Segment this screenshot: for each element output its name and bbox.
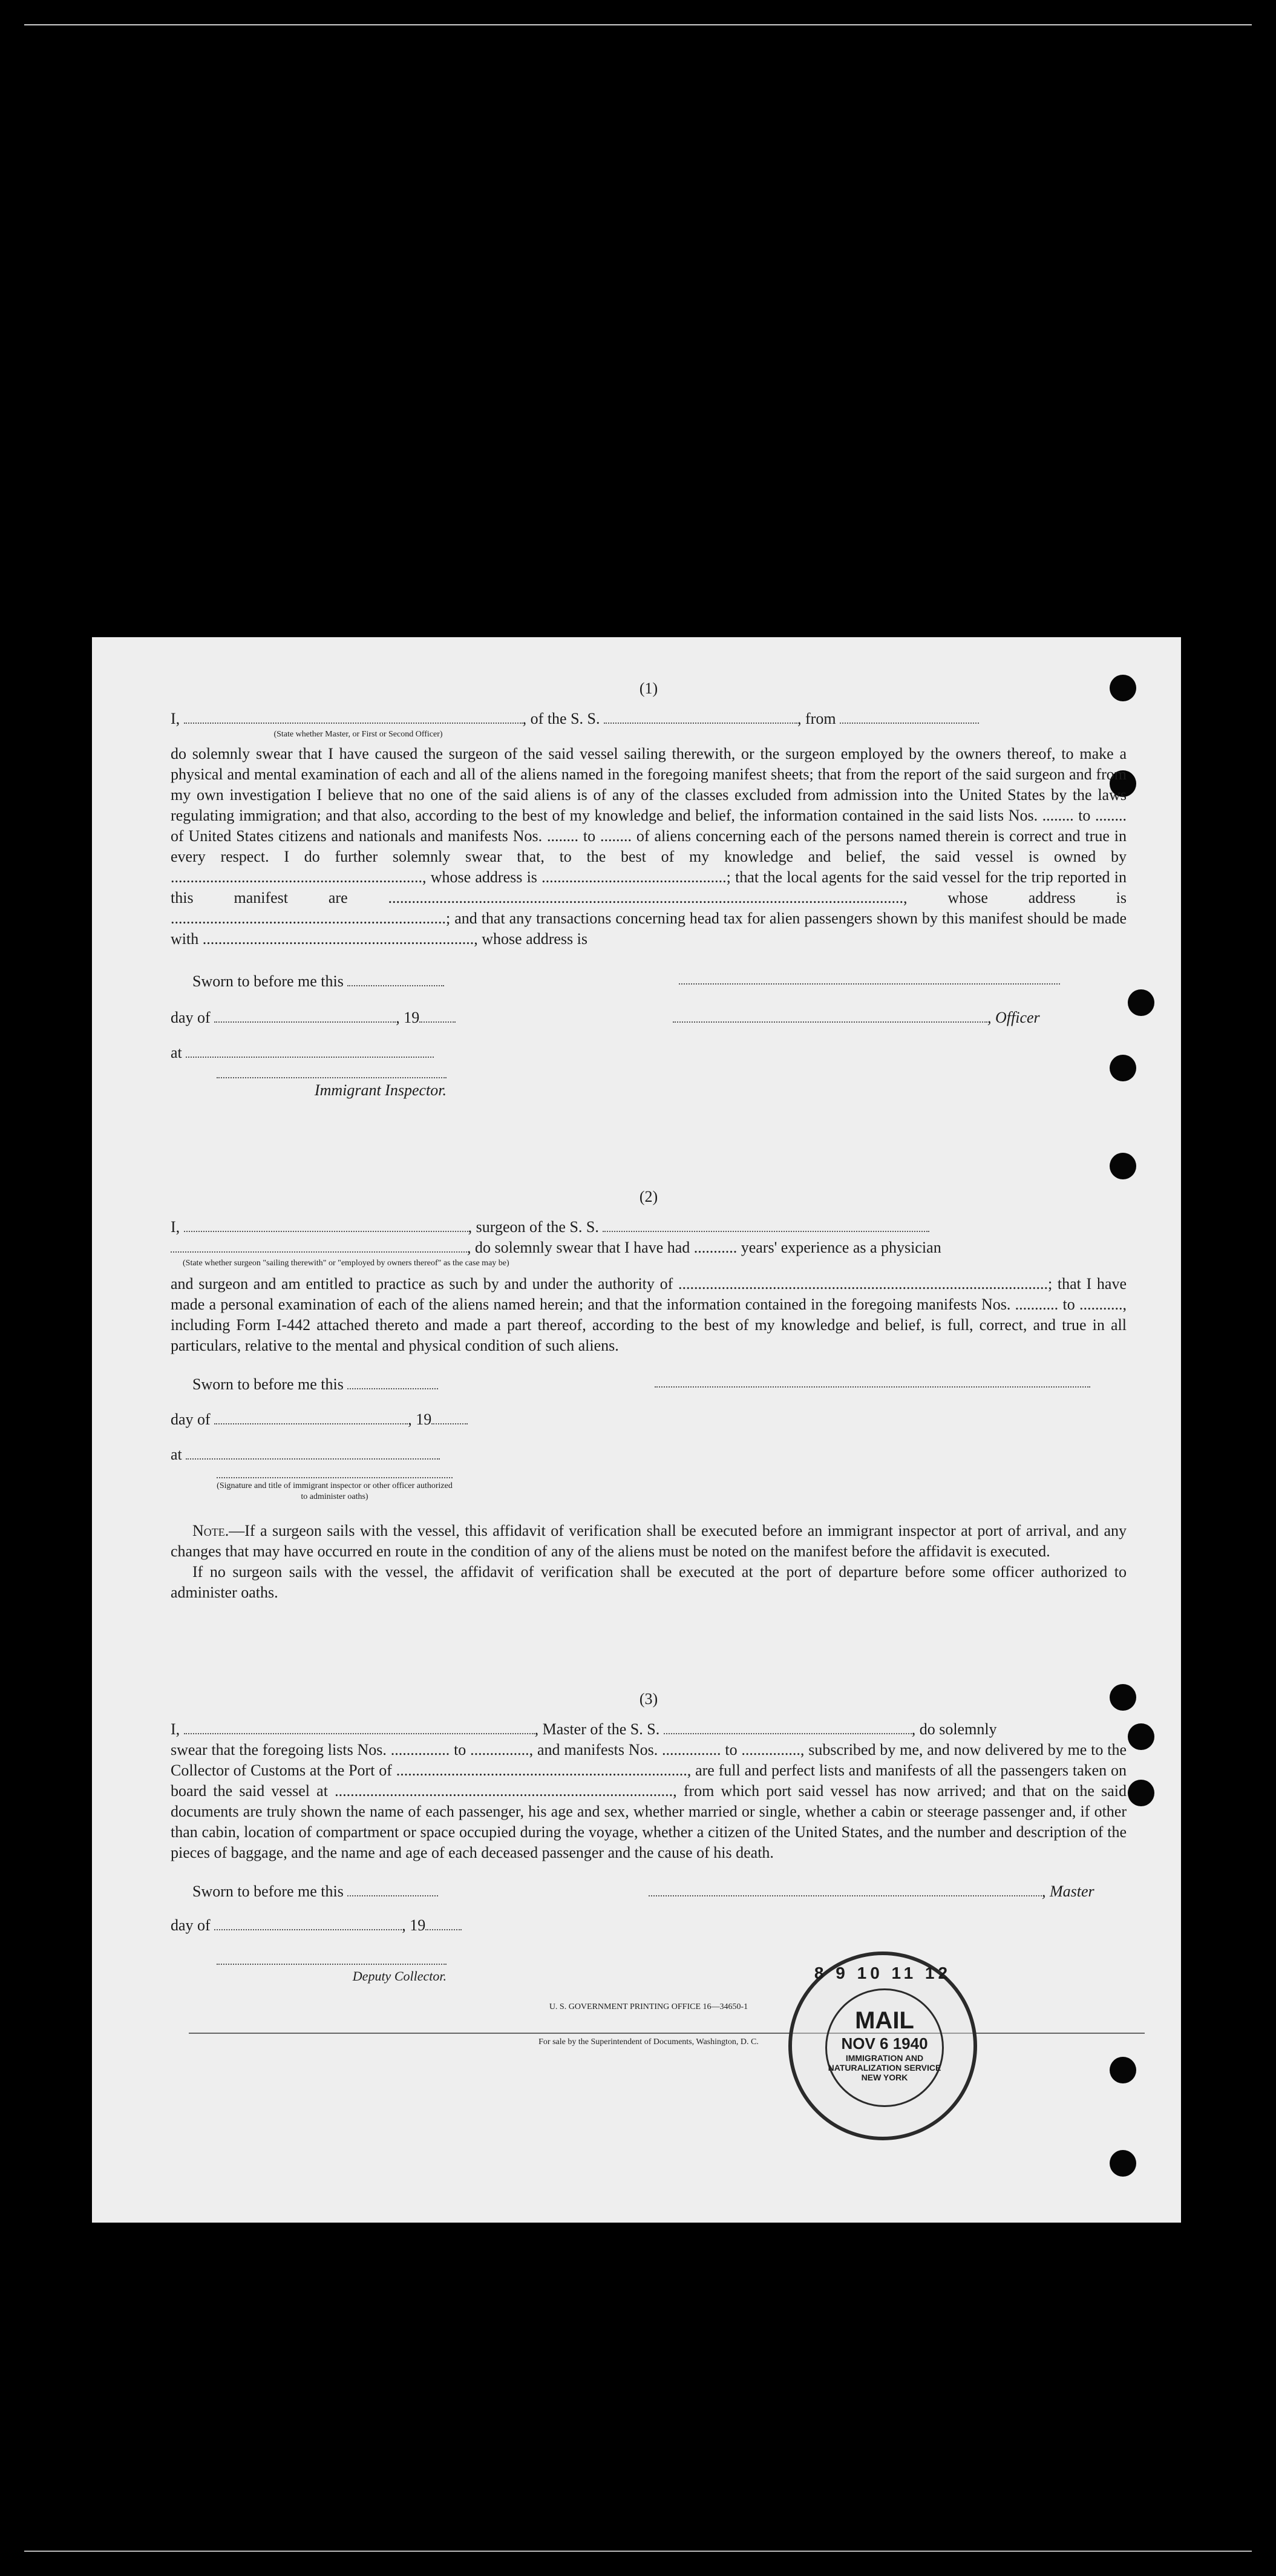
top-border-line — [24, 24, 1252, 25]
punch-hole — [1128, 989, 1154, 1016]
sworn-line: Sworn to before me this — [192, 1881, 438, 1902]
oath-body: do solemnly swear that I have caused the surgeon of the said vessel sailing therewith, or the surgeon employed by the owners thereof, to make a physical and mental examination of each and all of the aliens named in the foregoing manifest sheets; that from the report of the said surgeon and from my own investigation I believe that no one of the said aliens is of any of the classes excluded from admission into the United States by the laws regulating immigration; and that also, according to the best of my knowledge and belief, the information contained in the said lists Nos. ........ to ........ of United States citizens and nationals and manifests Nos. ........ to ........ of aliens concerning each of the persons named therein is correct and true in every respect. I do further solemnly swear that, to the best of my knowledge and belief, the said vessel is owned by ................................................................, whose address is ...............................................; that the local agents for the said vessel for the trip reported in this manifest are ..................................................................................................................................., whose address is ......................................................................; and that any transactions concerning head tax for alien passengers shown by this manifest should be made with ....................................................................., whose address is — [171, 745, 1127, 948]
stamp-hour-ring: 8 9 10 11 12 — [814, 1964, 952, 1982]
sworn-line: Sworn to before me this — [192, 1374, 438, 1395]
field-caption: (State whether surgeon "sailing therewith" or "employed by owners thereof" as the case may be) — [183, 1259, 509, 1268]
bottom-border-line — [24, 2551, 1252, 2552]
signature-block — [171, 1881, 1127, 2002]
section-number: (2) — [639, 1188, 658, 1205]
affidavit-sheet — [92, 637, 1181, 2223]
oath-body: swear that the foregoing lists Nos. ............... to ..............., and manifests Nos. ............... to ..............., subscribed by me, and now delivered by me to the Collector of Customs at the Port of .........................................................................., are full and perfect lists and manifests of all the passengers taken on board the said vessel at ......................................................................................, from which port said vessel has now arrived; and that on the said documents are truly shown the name of each passenger, his age and sex, whether married or single, whether a cabin or steerage passenger and, if other than cabin, location of compartment or space occupied during the voyage, whether a citizen of the United States, and the number and description of the pieces of baggage, and the name and age of each deceased passenger and the cause of his death. — [171, 1741, 1127, 1861]
date-line: day of , 19 — [171, 1409, 468, 1430]
punch-hole — [1110, 2150, 1136, 2177]
experience-line: , do solemnly swear that I have had ........... years' experience as a physician — [171, 1237, 1127, 1258]
mail-received-stamp — [788, 1952, 977, 2140]
place-line: at — [171, 1444, 440, 1465]
note-paragraph: Note.—If a surgeon sails with the vessel, this affidavit of verification shall be executed before an immigrant inspector at port of arrival, and any changes that may have occurred en route in the condition of any of the aliens must be noted on the manifest before the affidavit is executed. — [171, 1522, 1127, 1560]
sale-note: For sale by the Superintendent of Documents, Washington, D. C. — [538, 2037, 759, 2047]
section-surgeon-affidavit — [171, 1188, 1127, 1603]
footer-rule — [189, 2033, 1145, 2034]
place-line: at — [171, 1043, 434, 1063]
signature-block — [171, 971, 1127, 1129]
punch-hole — [1128, 1723, 1154, 1750]
punch-hole — [1110, 2057, 1136, 2083]
collector-label: Deputy Collector. — [352, 1968, 447, 1984]
signature-block — [171, 1374, 1127, 1526]
stamp-service-text: IMMIGRATION AND NATURALIZATION SERVICE NEW YORK — [828, 2053, 941, 2082]
punch-hole — [1128, 1780, 1154, 1806]
master-signature-line: , Master — [649, 1881, 1094, 1902]
officer-line: , Officer — [673, 1008, 1040, 1028]
printing-office-line: U. S. GOVERNMENT PRINTING OFFICE 16—34650-1 — [549, 2002, 748, 2011]
date-line: day of , 19 — [171, 1915, 462, 1936]
inspector-label: Immigrant Inspector. — [314, 1081, 447, 1099]
surgeon-line: I, , surgeon of the S. S. — [171, 1217, 1127, 1237]
master-line: I, , Master of the S. S. , do solemnly — [171, 1720, 997, 1738]
oath-body: and surgeon and am entitled to practice as such by and under the authority of ..............................................................................................; that I have made a personal examination of each of the aliens named herein; and that the information contained in the foregoing manifests Nos. ........... to ..........., including Form I-442 attached thereto and made a part thereof, according to the best of my knowledge and belief, is full, correct, and true in all particulars, relative to the mental and physical condition of such aliens. — [171, 1275, 1127, 1354]
note-paragraph-2: If no surgeon sails with the vessel, the affidavit of verification shall be executed at the port of departure before some officer authorized to administer oaths. — [171, 1563, 1127, 1601]
section-master-affidavit — [171, 680, 1127, 1129]
date-line: day of , 19 — [171, 1008, 456, 1028]
oath-line: I, , of the S. S. , from — [171, 709, 1127, 729]
section-number: (1) — [639, 680, 658, 697]
punch-hole — [1110, 1153, 1136, 1179]
section-master-delivery-affidavit — [171, 1690, 1127, 2047]
section-number: (3) — [639, 1690, 658, 1708]
sworn-line: Sworn to before me this — [192, 971, 444, 992]
signature-caption: (Signature and title of immigrant inspector or other officer authorized to administer oaths) — [217, 1481, 453, 1501]
field-caption: (State whether Master, or First or Second Officer) — [273, 730, 443, 739]
stamp-date: NOV 6 1940 — [841, 2034, 928, 2053]
stamp-mail-text: MAIL — [855, 2007, 914, 2034]
